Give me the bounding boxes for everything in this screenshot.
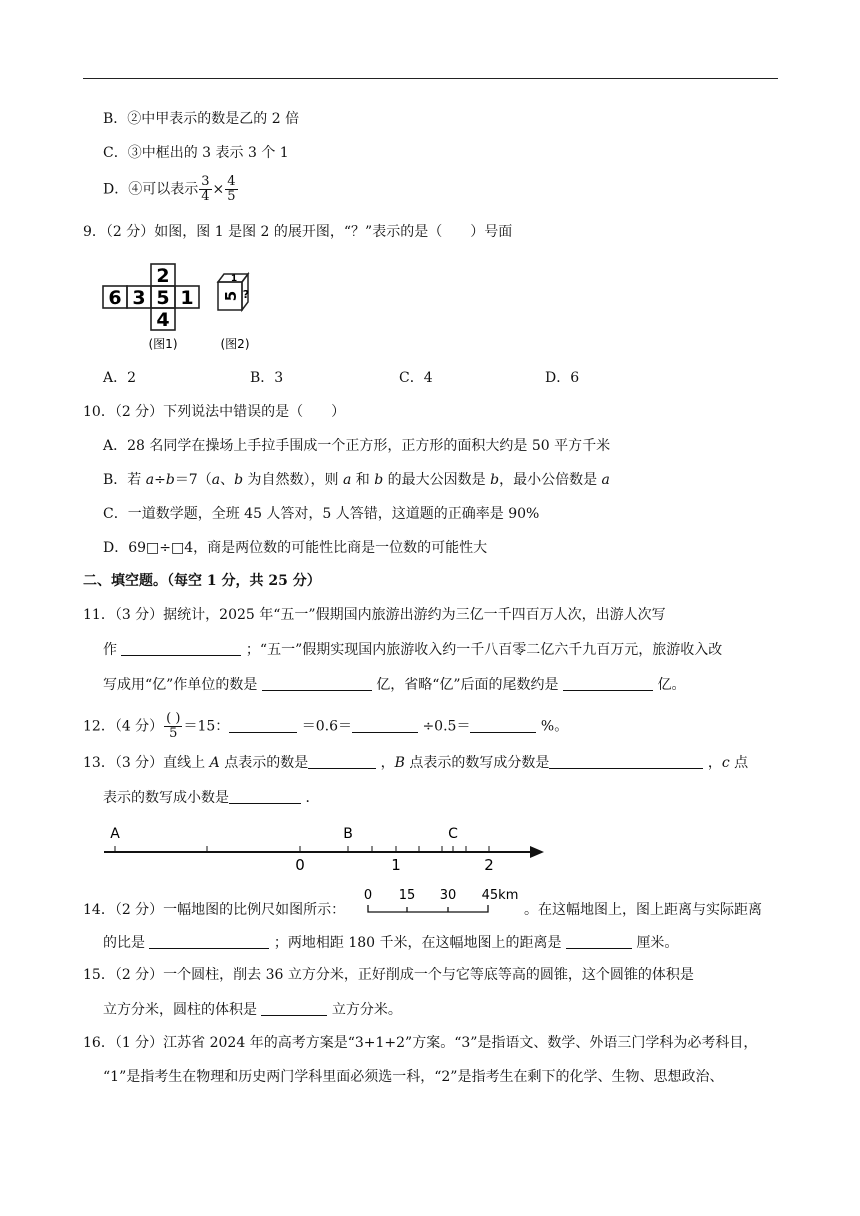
fraction-3-4: [199, 175, 211, 204]
text-run: ＝15：: [183, 718, 230, 735]
point-label-a: A: [110, 826, 120, 842]
text-run: 点表示的数写成分数是: [404, 755, 550, 771]
fraction-4-5: [225, 175, 237, 204]
q10-option-d: D．69□÷□4，商是两位数的可能性比商是一位数的可能性大: [103, 540, 488, 556]
tick-label-2: 2: [484, 856, 494, 874]
text-run: 的最大公因数是: [383, 472, 491, 488]
text-run: 点: [729, 755, 749, 771]
text-run: 亿，省略“亿”后面的尾数约是: [376, 677, 559, 693]
q9-stem: 9．（2 分）如图，图 1 是图 2 的展开图，“？”表示的是（ ）号面: [83, 224, 513, 240]
var-B: B: [394, 755, 405, 771]
text-run: ＝7（: [174, 472, 212, 488]
var-a: a: [145, 472, 155, 488]
q16-line1: 16．（1 分）江苏省 2024 年的高考方案是“3+1+2”方案。“3”是指语文、数学、外语三门学科为必考科目，: [83, 1035, 758, 1051]
net-label-2: 2: [156, 265, 170, 287]
text-run: 点表示的数是: [219, 755, 309, 771]
var-b: b: [234, 472, 244, 488]
arrow-head-icon: [530, 846, 544, 858]
tick-label-1: 1: [391, 856, 401, 874]
header-rule: [83, 78, 778, 79]
text-run: 12．（4 分）: [83, 718, 164, 735]
q14-line2: [103, 932, 678, 953]
q10-option-c: C．一道数学题，全班 45 人答对，5 人答错，这道题的正确率是 90%: [103, 506, 540, 522]
text-run: ，: [380, 755, 395, 771]
answer-blank[interactable]: [352, 716, 418, 733]
scale-label-0: 0: [363, 888, 373, 903]
answer-blank[interactable]: [149, 932, 269, 949]
var-c: c: [721, 755, 730, 771]
tick-label-0: 0: [295, 856, 305, 874]
q15-line2: [103, 999, 402, 1020]
text-run: 厘米。: [636, 935, 679, 951]
cube-front-label: 5: [222, 290, 240, 302]
answer-blank[interactable]: [229, 787, 301, 804]
net-label-3: 3: [132, 287, 146, 309]
answer-blank[interactable]: [549, 752, 703, 769]
q8-option-d-prefix: D．④可以表示: [103, 181, 199, 198]
text-run: ．: [305, 790, 320, 806]
var-A: A: [209, 755, 220, 771]
times-sign: ×: [212, 181, 225, 198]
map-scale-bar: [354, 885, 522, 919]
q12-line: [83, 712, 568, 741]
fraction-blank-5: [164, 712, 182, 741]
fraction-numerator: 3: [201, 174, 210, 189]
answer-blank[interactable]: [566, 932, 632, 949]
text-run: 表示的数写成小数是: [103, 790, 229, 806]
scale-label-30: 30: [439, 888, 457, 903]
text-run: %。: [540, 718, 569, 735]
var-a: a: [601, 472, 610, 488]
text-run: 立方分米，圆柱的体积是: [103, 1002, 257, 1018]
net-label-4: 4: [156, 309, 170, 331]
section-title: 二、填空题。（每空 1 分，共 25 分）: [83, 573, 321, 589]
fig1-caption: (图1): [148, 337, 178, 351]
net-label-6: 6: [108, 287, 122, 309]
cube-side-label: ?: [242, 288, 250, 301]
answer-blank[interactable]: [121, 639, 241, 656]
q10-option-a: A．28 名同学在操场上手拉手围成一个正方形，正方形的面积大约是 50 平方千米: [103, 438, 611, 454]
var-b: b: [374, 472, 384, 488]
scale-label-15: 15: [398, 888, 416, 903]
var-b: b: [490, 472, 500, 488]
fig2-caption: (图2): [220, 337, 250, 351]
net-label-1: 1: [180, 287, 194, 309]
scale-label-45km: 45km: [481, 888, 519, 903]
q14-line1b: 。在这幅地图上，图上距离与实际距离: [524, 902, 762, 918]
answer-blank[interactable]: [261, 999, 327, 1016]
q14-line1a: 14．（2 分）一幅地图的比例尺如图所示：: [83, 902, 346, 918]
text-run: ，: [707, 755, 722, 771]
text-run: ＝0.6＝: [301, 718, 352, 735]
text-run: 立方分米。: [331, 1002, 402, 1018]
q8-option-d: [103, 175, 239, 204]
fraction-numerator: 4: [227, 174, 236, 189]
q10-option-b: [103, 470, 610, 490]
fraction-denominator: 5: [227, 189, 236, 204]
q9-figures: [100, 260, 280, 360]
text-run: B．若: [103, 472, 146, 488]
answer-blank[interactable]: [563, 674, 653, 691]
net-label-5: 5: [156, 287, 170, 309]
cube-figure: [218, 274, 249, 310]
answer-blank[interactable]: [470, 716, 536, 733]
q9-option-c: C．4: [399, 370, 433, 386]
text-run: ÷: [154, 472, 166, 488]
q10-stem: 10．（2 分）下列说法中错误的是（ ）: [83, 404, 346, 420]
q8-option-c: C．③中框出的 3 表示 3 个 1: [103, 145, 289, 161]
fraction-numerator: ( ): [166, 711, 181, 726]
answer-blank[interactable]: [262, 674, 372, 691]
q11-line2: [103, 639, 722, 660]
q11-line3: [103, 674, 685, 695]
fraction-denominator: 5: [169, 726, 178, 741]
q9-option-a: A．2: [103, 370, 137, 386]
text-run: 的比是: [103, 935, 145, 951]
var-a: a: [342, 472, 352, 488]
point-label-b: B: [343, 826, 353, 842]
q9-option-b: B．3: [250, 370, 284, 386]
var-a: a: [211, 472, 221, 488]
text-run: 作: [103, 642, 117, 658]
text-run: 亿。: [657, 677, 686, 693]
var-b: b: [165, 472, 175, 488]
q13-line1: [83, 752, 748, 773]
q13-line2: [103, 787, 319, 808]
cube-top-label: 1: [230, 274, 238, 284]
text-run: ，最小公倍数是: [499, 472, 602, 488]
fraction-denominator: 4: [201, 189, 210, 204]
text-run: ；“五一”假期实现国内旅游收入约一千八百零二亿六千九百万元，旅游收入改: [245, 642, 723, 658]
number-line: [100, 818, 550, 878]
text-run: ；两地相距 180 千米，在这幅地图上的距离是: [273, 935, 562, 951]
text-run: 13．（3 分）直线上: [83, 755, 210, 771]
q16-line2: “1”是指考生在物理和历史两门学科里面必须选一科，“2”是指考生在剩下的化学、生物、思想政治、: [103, 1069, 724, 1085]
q9-option-d: D．6: [545, 370, 580, 386]
text-run: 写成用“亿”作单位的数是: [103, 677, 258, 693]
text-run: ÷0.5＝: [422, 718, 471, 735]
text-run: 为自然数），则: [243, 472, 343, 488]
text-run: 、: [220, 472, 235, 488]
q15-line1: 15．（2 分）一个圆柱，削去 36 立方分米，正好削成一个与它等底等高的圆锥，这个圆锥的体积是: [83, 967, 694, 983]
point-label-c: C: [448, 826, 458, 842]
scale-line: [368, 905, 488, 912]
q11-line1: 11．（3 分）据统计，2025 年“五一”假期国内旅游出游约为三亿一千四百万人次，出游人次写: [83, 607, 666, 623]
answer-blank[interactable]: [308, 752, 376, 769]
answer-blank[interactable]: [229, 716, 297, 733]
text-run: 和: [351, 472, 375, 488]
q8-option-b: B．②中甲表示的数是乙的 2 倍: [103, 111, 300, 127]
